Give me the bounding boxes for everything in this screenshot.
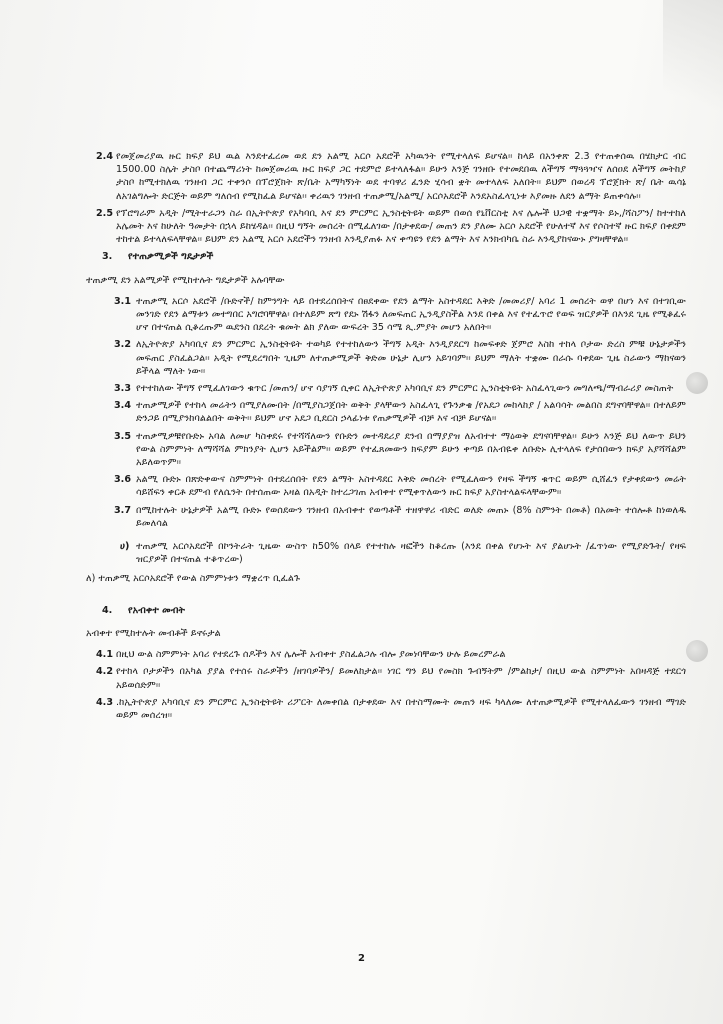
clause-3-3 [114,382,686,395]
section-title: የተጠቃሚዎች ግዴታዎች [128,251,214,263]
clause-text: .ከኢትዮጵያ አካባቢና ደን ምርምር ኢንስቲትዩት ሪፖርት ለመቀበል በታቀደው እና በተስማሙት መጠን ዛፍ ካላለሙ ለተጠቃሚዎች የሚተላለፈውን ገንዘብ ማገድ ወይም መሰረዝ፡፡ [116,696,686,721]
section-4-heading [102,604,686,617]
clause-text: የተተከለው ችግኝ የሚፈለገውን ቁጥር /መጠን/ ሆኖ ሳያገኝ ሲቀር ለኢትዮጵያ አካባቢና ደን ምርምር ኢንስቲትዩት አስፈላጊውን መግለጫ/ማብራሪያ መስጠት [136,383,674,395]
clause-3-2 [114,338,686,378]
clause-text: አልሚ ቡድኑ በጽድቀውና ስምምነት በተደረሰበት የደን ልማት አስተዳደር እቅድ መሰረት የሚፈለውን የዛፍ ችግኝ ቁጥር ወይም ሲሸፈን የታቀደውን መሬት ሳይሸፍን ቀርቶ ደምብ የለሴንት በተሰጠው አዛል በአዲት ከተረጋገጠ አብቀተ የሚቀጥለውን ዙር ክፍያ አያስተላልፍላቸውም፡፡ [136,474,686,499]
clause-number: 4.3 [96,696,113,708]
clause-4-2 [96,665,686,691]
scan-shadow [663,0,723,140]
sub-clause-letter: ሀ) [120,541,130,553]
clause-number: 4.2 [96,666,113,678]
sub-clause-la: ለ) ተጠቃሚ አርሶአደሮች የውል ስምምነቱን ማቋረጥ ቢፈልጉ [86,573,300,585]
punch-hole [686,640,708,662]
clause-text: የመጀመሪያዉ ዙር ክፍያ ይህ ዉል እንደተፈረመ ወደ ደን አልሚ አርሶ አደሮች አካዉንት የሚተላለፍ ይሆናል፡፡ ከላይ በአንቀጽ 2.3 የተጠቀሰዉ በሄክታር ብር 1500.00 ስሌት ታስቦ በተጨማሪነት ከመጀመሪዉ ዙር ክፍያ ጋር ተደምሮ ይተላለፋል፡፡ ይሁን እንጅ ገንዘቡ የተመደበዉ ለችግኝ ማጓጓዣና ለሰዐደ ለችግኝ መትከያ ታስቦ ከሚተክለዉ ገንዘብ ጋር ተቀንሶ በፕሮጀክት ጽ/ቤት አማካኝነት ወደ ተባዋሪ ፈንድ ሂሳብ ቋት መተላለፍ አለበት፡፡ ይህም በወረዳ ፕሮጀክት ጽ/ ቤት ዉሳኔ ለአገልግሎት ድርጅት ወይም ግለሰብ የሚከፈል ይሆናል፡፡ ቀሪዉን ገንዘብ ተጠቃሚ/አልሚ/ አርሶአደሮች እንደአስፈላጊነቱ እያመዙ ለደን ልማት ይጠቀሳሉ፡፡ [116,151,686,202]
clause-number: 3.7 [114,504,131,516]
document-body [86,150,686,726]
clause-number: 2.4 [96,151,113,162]
clause-text: ለኢትዮጵያ አካባቢና ደን ምርምር ኢንስቲትዩት ተወካይ የተተከለውን ችግኝ አዲት እንዲያደርግ ከመፍቀድ ጀምሮ እስከ ተከላ ቦታው ድረስ ምቹ ሁኔታዎችን መፍጠር ያስፈልጋል፡፡ አዲት የሚደረግበት ጊዜም ለተጠቃሚዎች ቅድመ ሁኔታ ሊሆን አይገባም፡፡ ይህም ማለት ተቋሙ በራሱ ባቀደው ጊዜ ስራውን ማከናወን ይችላል ማለት ነው፡፡ [136,339,686,377]
clause-3-7 [114,504,686,530]
section-4-intro: አብቀተ የሚከተሉት መብቶች ይኖሩታል [86,627,221,639]
clause-text: ተጠቃሚዎች የተከላ መሬትን በሚያለሙበት /በሚያስጋጀበት ወቅት ያላቸውን አስፈላጊ የጉንቃቄ /የአደጋ መከላከያ / አልባሳት መልበስ ደግኖባቸዋል፡፡ በተለይም ድንጋይ በሚያንከባልልበት ወቅት፡፡ ይህም ሆኖ አደጋ ቢደርስ ኃላፊነቱ የጠቃሚዎች ብቻ እና ብቻ ይሆናል፡፡ [136,400,686,425]
clause-number: 3.4 [114,400,131,412]
section-3-list [114,295,686,530]
clause-4-1 [96,648,686,661]
clause-2-4 [96,150,686,203]
section-number: 3. [102,251,113,263]
clause-number: 2.5 [96,207,113,219]
clause-text: በሚከተሉት ሁኔታዎች አልሚ ቡድኑ የወሰደውን ገንዘብ በአብቀተ የወጣቶች ተዘዋዋሪ ብድር ወለድ መጠኑ (8% ስምንት በመቶ) በአመት ተሰሎቶ ከነወለዱ ይመለሳል [136,504,686,529]
clause-number: 3.5 [114,430,131,442]
clause-4-3 [96,696,686,722]
clause-3-6 [114,473,686,499]
clause-text: በዚህ ውል ስምምነት አባሪ የተደረጉ ሰዶችን እና ሌሎች አብቀተ ያስፈልጋሉ ብሎ ያመነባቸውን ሁሉ ይመረምራል [116,649,506,661]
clause-text: የፕሮግራም አዲት /ሚትተራጋን ስራ በኢትዮጵያ የአካባቢ እና ደን ምርምር ኢንስቲትዩት ወይም በወሰ የኒቨርስቲ እና ሌሎች ህጋዊ ተቋማት ይኑ,/ሻስፖን/ ከተተከለ አሌመት እና ከሁለት ዓመታት በኋላ ይከሄዳል፡፡ በዚህ ግኝት መሰረት በሚፈለገው /በታቀደው/ መጠን ደን ያለሙ አርሶ አደሮች የሁለተኛ እና የሶስተኛ ዙር ክፍያ በቀደም ተከተል ይተላለፍላቸዋል፡፡ ይህም ደን አልሚ አርሶ አደሮችን ገንዘብ እንዲያጠፉ እና ቀጣዩን የደን ልማት እና እንክብካቤ ስራ እንዲያከናውኑ ያግዛቸዋል፡፡ [116,207,686,246]
clause-3-1 [114,295,686,335]
clause-2-5 [96,207,686,247]
section-3-intro: ተጠቃሚ ደን አልሚዎች የሚከተሉት ግዴታዎች አሉባቸው [86,274,285,286]
section-number: 4. [102,604,113,616]
clause-number: 4.1 [96,649,113,661]
clause-text: ተጠቃሚዎቹየቡድኑ አባል ለመሆ ካስቀደሩ የተሻሻለውን የቡድን መተዳደሪያ ደንብ በማያያዝ ለአብተተ ማዕወቅ ደግናባቸዋል፡፡ ይሁን እንጅ ይህ ለውጥ ይህን የውል ስምምነት ለማሻሻል ምክንያት ሊሆን አይችልም፡፡ ወይም የተፈጸመውን ክፍያም ይሁን ቀጣይ በአብዬቀ ለቡድኑ ሊተላለፍ የታሰበውን ክፍያ አያሻሻልም አይለወጥም፡፡ [136,430,686,469]
section-title: የአብቀተ መብት [128,604,185,616]
section-3-heading [102,250,686,263]
clause-3-5 [114,430,686,470]
clause-number: 3.3 [114,383,131,395]
sub-clause-ha [120,540,686,566]
clause-number: 3.6 [114,474,131,486]
clause-text: የተከላ ቦታዎችን በአካል ያያል የተሰሩ ስራዎችን /ዘገባዎችን/ ይመለከታል፡፡ ነገር ግን ይህ የመስክ ጉብኝትም /ምልከታ/ በዚህ ውል ስምምነት አበዛዳጅ ተደርጎ አይወሰድም፡፡ [116,666,686,691]
punch-hole [686,372,708,394]
clause-text: ተጠቃሚ አርሶ አደሮች /ቡድኖች/ ከምንግት ላይ በተደረሰበትና በፀደቀው የደን ልማት አስተዳደር እቅድ /መመሪያ/ አባሪ 1 መሰረት ወዋ በሆነ እና በተገቢው መንገድ የደን ልማቱን መተግበር አግሮባቸዋል፡ በተለይም ጽግ የደኑ ሽፋን ለመፍጠር ኢንዲያስችል እንደ በቀል እና የተፈጥሮ የወፍ ዝርያዎች በእንደ ጊዜ የሚቆፈሩ ሆኖ በተናጠል ሲቆረጡም ዉደንስ በደረት ቁመት ልክ ያለው ውፍረት 35 ሳሜ ጲ.ምያት መሆን አለበት፡፡ [136,295,686,334]
clause-3-4 [114,399,686,425]
sub-clause-text: ተጠቃሚ አርሶአደሮች በኮንትራት ጊዜው ውስጥ ከ50% በላይ የተተከሉ ዛፎችን ከቆረጡ (እንደ በቀል የሆኑት እና ያልሆኑት /ፈጥነው የሚያድጉት/ የዛፍ ዝርያዎች በተናጠል ተቆጥረው) [136,541,686,566]
page-number: 2 [358,953,365,964]
clause-number: 3.2 [114,339,131,351]
clause-number: 3.1 [114,295,131,307]
